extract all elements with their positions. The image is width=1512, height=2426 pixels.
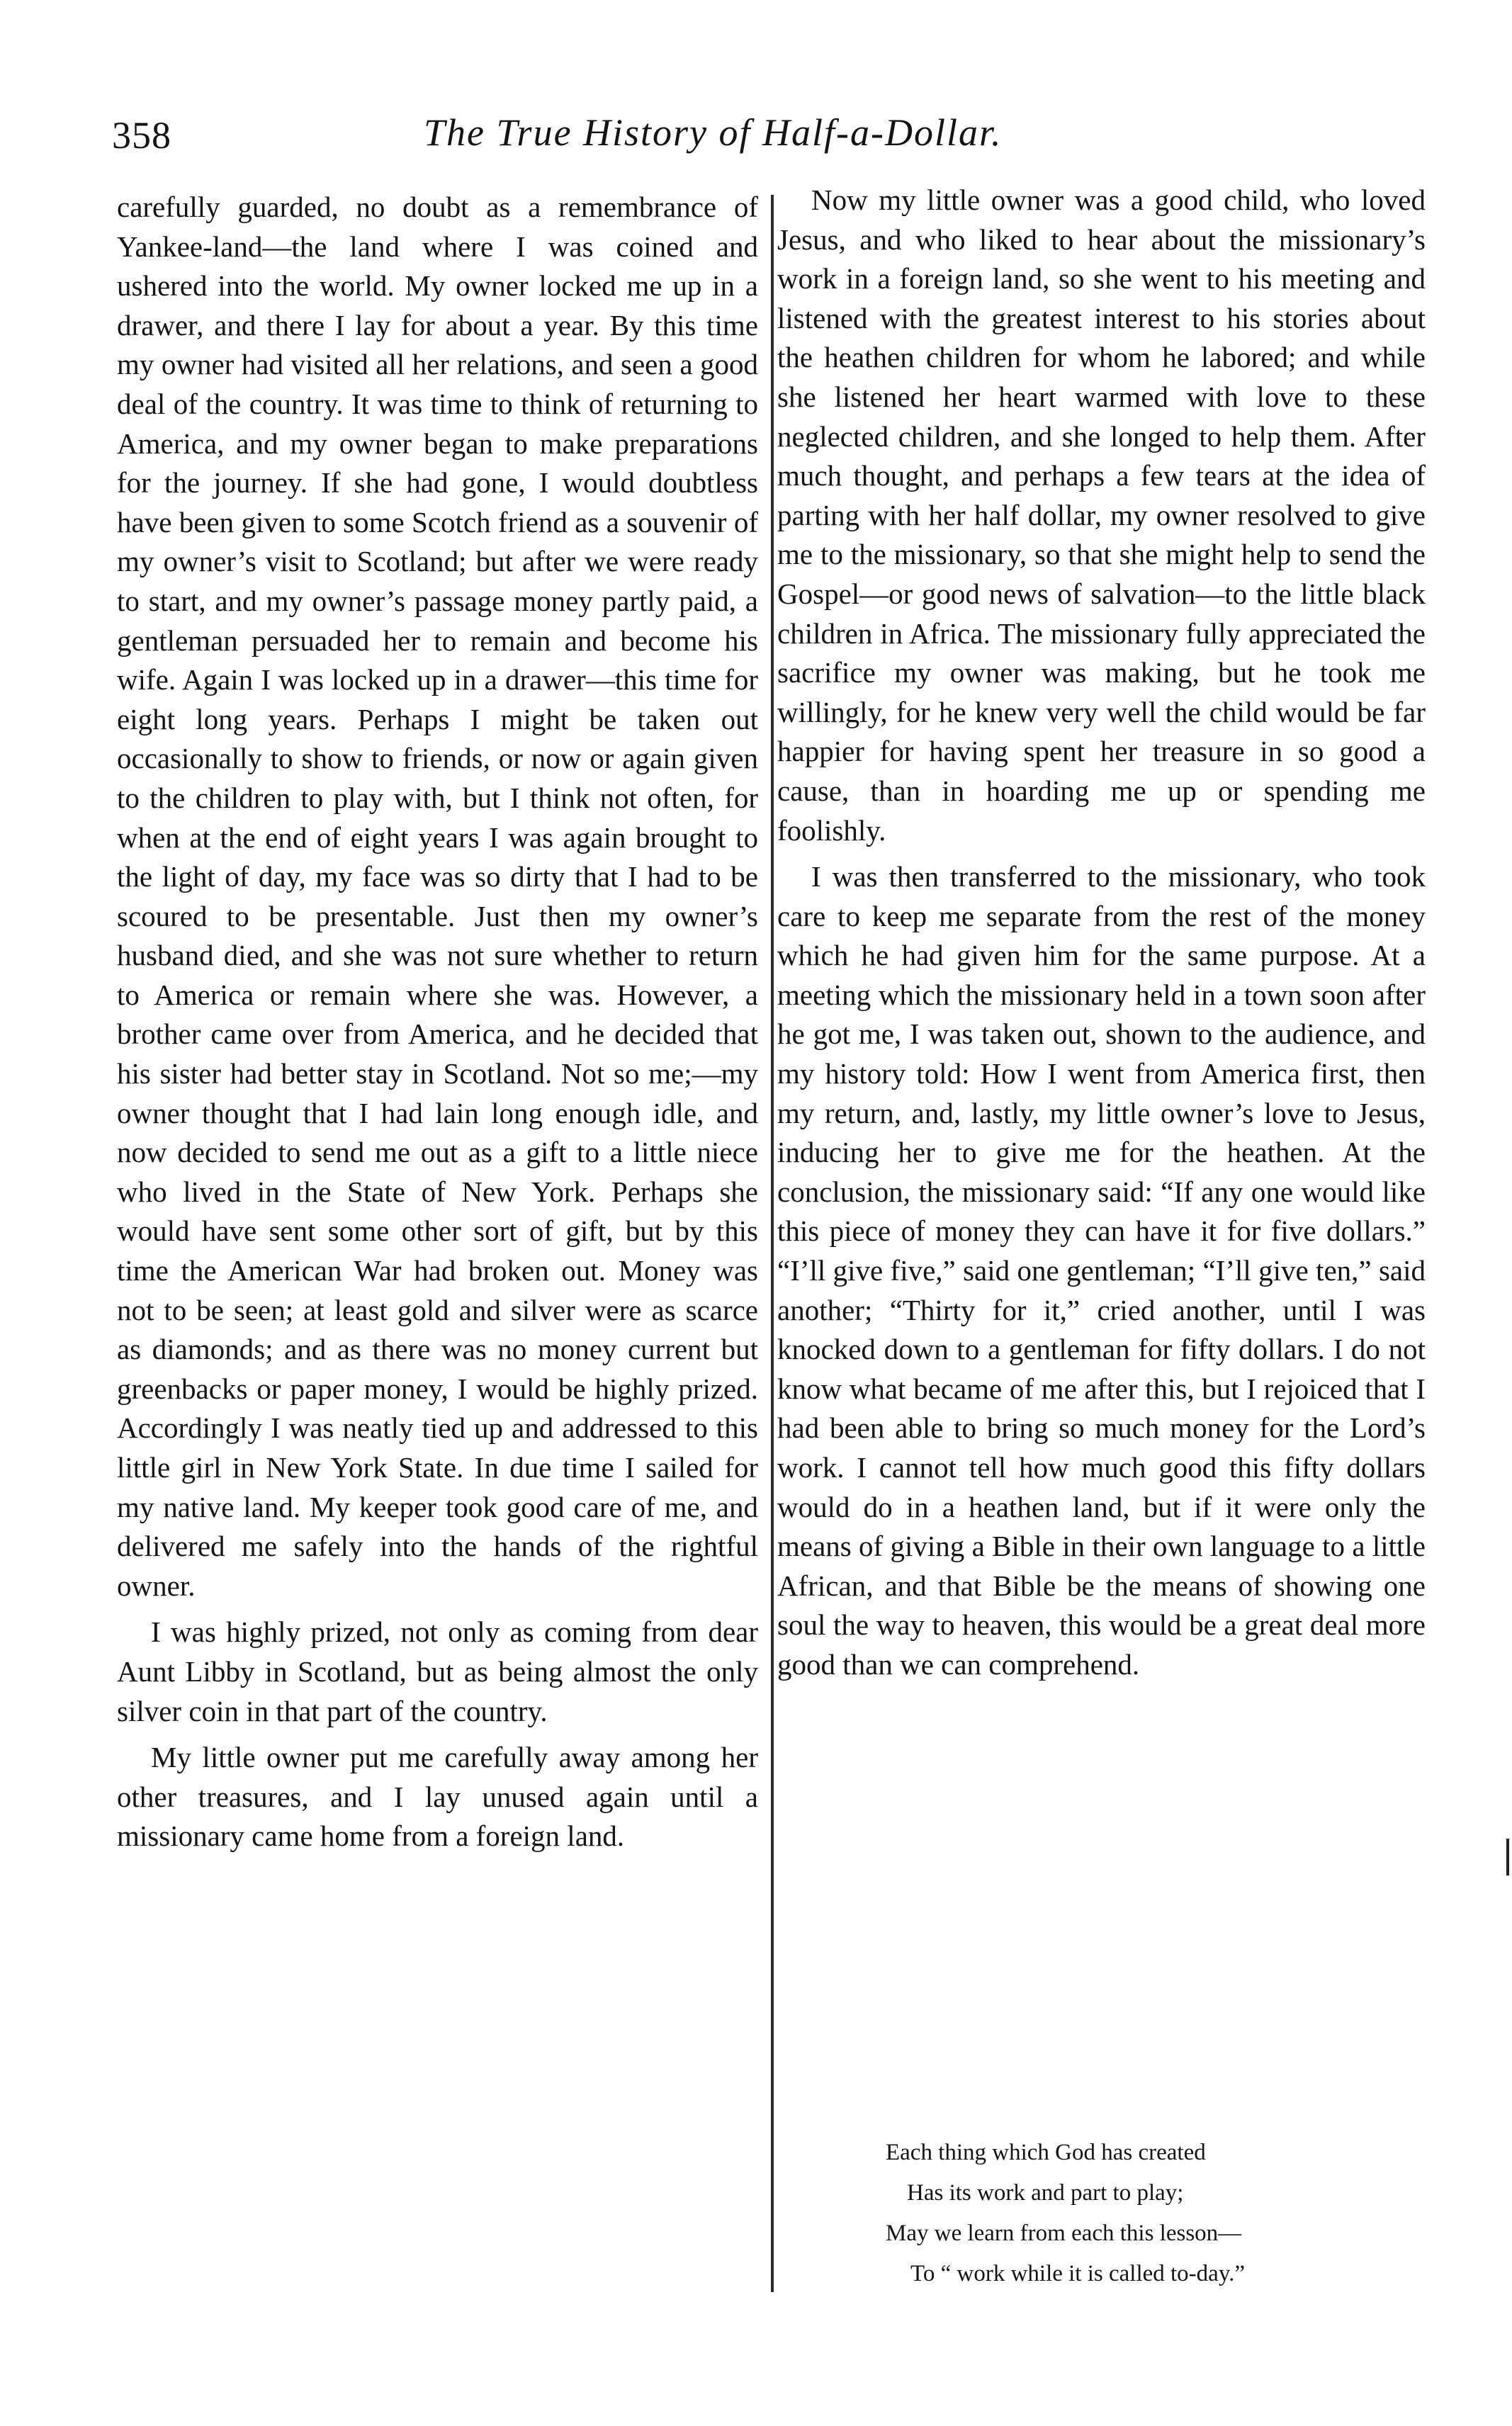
column-divider: [771, 195, 774, 2292]
page-header: [112, 106, 1430, 170]
left-column: [117, 188, 758, 1863]
verse-line: Each thing which God has created: [886, 2140, 1206, 2165]
closing-verse: [850, 2133, 1403, 2294]
right-column: [777, 181, 1426, 1692]
paragraph: My little owner put me carefully away among her other treasures, and I lay unused again until a missionary came home from a foreign land.: [117, 1741, 758, 1853]
verse-line: To “ work while it is called to-day.”: [910, 2261, 1246, 2286]
page-number: 358: [112, 114, 171, 157]
running-title: The True History of Half-a-Dollar.: [424, 111, 1003, 154]
paragraph: I was highly prized, not only as coming from dear Aunt Libby in Scotland, but as being almost the only silver coin in that part of the country.: [117, 1615, 758, 1727]
paragraph: Now my little owner was a good child, who loved Jesus, and who liked to hear about the missionary’s work in a foreign land, so she went to his meeting and listened with the greatest interest to his stories about the heathen children for whom he labored; and while she listened her heart warmed with love to these neglected children, and she longed to help them. After much thought, and perhaps a few tears at the idea of parting with her half dollar, my owner resolved to give me to the missionary, so that she might help to send the Gospel—or good news of salvation—to the little black children in Africa. The missionary fully appreciated the sacrifice my owner was making, but he took me willingly, for he knew very well the child would be far happier for having spent her treasure in so good a cause, than in hoarding me up or spending me foolishly.: [777, 184, 1426, 847]
paragraph: carefully guarded, no doubt as a remembrance of Yankee-land—the land where I was coined and ushered into the world. My owner locked me up in a drawer, and there I lay for about a year. By this time my owner had visited all her relations, and seen a good deal of the country. It was time to think of returning to America, and my owner began to make preparations for the journey. If she had gone, I would doubtless have been given to some Scotch friend as a souvenir of my owner’s visit to Scotland; but after we were ready to start, and my owner’s passage money partly paid, a gentleman persuaded her to remain and become his wife. Again I was locked up in a drawer—this time for eight long years. Perhaps I might be taken out occasionally to show to friends, or now or again given to the children to play with, but I think not often, for when at the end of eight years I was again brought to the light of day, my face was so dirty that I had to be scoured to be presentable. Just then my owner’s husband died, and she was not sure whether to return to America or remain where she was. However, a brother came over from America, and he decided that his sister had better stay in Scotland. Not so me;—my owner thought that I had lain long enough idle, and now decided to send me out as a gift to a little niece who lived in the State of New York. Perhaps she would have sent some other sort of gift, but by this time the American War had broken out. Money was not to be seen; at least gold and silver were as scarce as diamonds; and as there was no money current but greenbacks or paper money, I would be highly prized. Accordingly I was neatly tied up and addressed to this little girl in New York State. In due time I sailed for my native land. My keeper took good care of me, and delivered me safely into the hands of the rightful owner.: [117, 191, 758, 1602]
verse-line: Has its work and part to play;: [907, 2180, 1184, 2206]
scan-edge-mark: [1506, 1839, 1509, 1875]
paragraph: I was then transferred to the missionary, who took care to keep me separate from the rest of the money which he had given him for the same purpose. At a meeting which the missionary held in a town soon after he got me, I was taken out, shown to the audience, and my history told: How I went from America first, then my return, and, lastly, my little owner’s love to Jesus, inducing her to give me for the heathen. At the conclusion, the missionary said: “If any one would like this piece of money they can have it for five dollars.” “I’ll give five,” said one gentleman; “I’ll give ten,” said another; “Thirty for it,” cried another, until I was knocked down to a gentleman for fifty dollars. I do not know what became of me after this, but I rejoiced that I had been able to bring so much money for the Lord’s work. I cannot tell how much good this fifty dollars would do in a heathen land, but if it were only the means of giving a Bible in their own language to a little African, and that Bible be the means of showing one soul the way to heaven, this would be a great deal more good than we can comprehend.: [777, 860, 1426, 1681]
verse-line: May we learn from each this lesson—: [886, 2221, 1242, 2246]
